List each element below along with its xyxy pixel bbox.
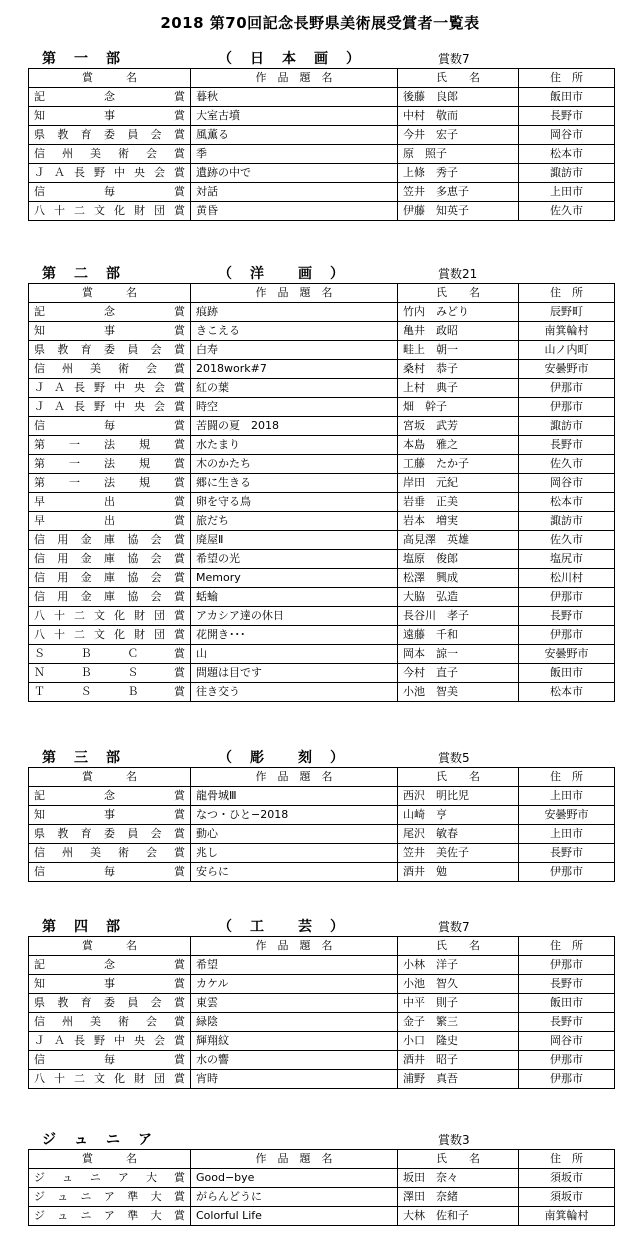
winner-name: 岸田 元紀 [398,474,519,493]
winner-place: 伊那市 [519,956,615,975]
section-dept-1 [28,46,614,221]
winner-name: 遠藤 千和 [398,626,519,645]
section-dept-3 [28,745,614,882]
award-name: 記念賞 [29,787,191,806]
table-row [29,1013,615,1032]
winner-name: 小林 洋子 [398,956,519,975]
table-row [29,956,615,975]
work-title: 水の響 [191,1051,398,1070]
work-title: 龍骨城Ⅲ [191,787,398,806]
table-row [29,1169,615,1188]
winner-place: 須坂市 [519,1169,615,1188]
work-title: 対話 [191,183,398,202]
winner-name: 小口 隆史 [398,1032,519,1051]
winner-place: 岡谷市 [519,474,615,493]
winner-name: 尾沢 敏春 [398,825,519,844]
award-name: 早出賞 [29,493,191,512]
header-work: 作 品 題 名 [191,69,398,88]
award-name: ジュニア準大賞 [29,1207,191,1226]
winner-name: 上條 秀子 [398,164,519,183]
award-name: 信用金庫協会賞 [29,569,191,588]
work-title: 紅の葉 [191,379,398,398]
award-count: 賞数3 [438,1133,470,1147]
category-name: （ 工 芸 ） [218,919,346,935]
department-name: ジ ュ ニ ア [42,1132,154,1148]
table-row [29,683,615,702]
winner-name: 原 照子 [398,145,519,164]
work-title: 木のかたち [191,455,398,474]
award-count: 賞数5 [438,751,470,765]
department-name: 第 二 部 [42,266,122,282]
winner-name: 中村 敬而 [398,107,519,126]
winner-place: 長野市 [519,844,615,863]
award-name: 八十二文化財団賞 [29,1070,191,1089]
header-place: 住 所 [519,1150,615,1169]
header-work: 作 品 題 名 [191,284,398,303]
table-header-row [29,768,615,787]
award-name: 信州美術会賞 [29,145,191,164]
work-title: 遺跡の中で [191,164,398,183]
page-title: 2018 第70回記念長野県美術展受賞者一覧表 [160,14,480,32]
award-name: 第一法規賞 [29,436,191,455]
work-title: アカシア達の休日 [191,607,398,626]
winner-name: 澤田 奈緒 [398,1188,519,1207]
winner-name: 伊藤 知英子 [398,202,519,221]
work-title: 輝翔紋 [191,1032,398,1051]
award-name: 知事賞 [29,806,191,825]
winner-name: 工藤 たか子 [398,455,519,474]
award-name: ＪＡ長野中央会賞 [29,164,191,183]
table-row [29,417,615,436]
header-award: 賞 名 [29,284,191,303]
award-name: 信州美術会賞 [29,1013,191,1032]
header-name: 氏 名 [398,768,519,787]
table-row [29,1188,615,1207]
header-award: 賞 名 [29,768,191,787]
winner-name: 塩原 俊郎 [398,550,519,569]
award-name: 第一法規賞 [29,455,191,474]
winner-place: 松本市 [519,493,615,512]
award-name: ＳＢＣ賞 [29,645,191,664]
award-name: 県教育委員会賞 [29,825,191,844]
header-award: 賞 名 [29,1150,191,1169]
work-title: 東雲 [191,994,398,1013]
awards-table [28,68,615,221]
table-row [29,183,615,202]
table-row [29,787,615,806]
winner-place: 松本市 [519,683,615,702]
winner-place: 松川村 [519,569,615,588]
work-title: 廃屋Ⅱ [191,531,398,550]
award-name: 八十二文化財団賞 [29,607,191,626]
table-row [29,1070,615,1089]
winner-place: 上田市 [519,183,615,202]
table-header-row [29,937,615,956]
department-name: 第 一 部 [42,51,122,67]
winner-name: 酒井 昭子 [398,1051,519,1070]
winner-name: 宮坂 武芳 [398,417,519,436]
winner-place: 辰野町 [519,303,615,322]
winner-name: 桑村 恭子 [398,360,519,379]
work-title: Colorful Life [191,1207,398,1226]
award-count: 賞数7 [438,52,470,66]
winner-name: 岩本 増実 [398,512,519,531]
work-title: 山 [191,645,398,664]
table-row [29,550,615,569]
winner-place: 伊那市 [519,1070,615,1089]
winner-name: 上村 典子 [398,379,519,398]
header-name: 氏 名 [398,937,519,956]
work-title: 暮秋 [191,88,398,107]
winner-name: 亀井 政昭 [398,322,519,341]
table-header-row [29,284,615,303]
winner-place: 伊那市 [519,379,615,398]
winner-place: 松本市 [519,145,615,164]
award-name: 信州美術会賞 [29,360,191,379]
winner-place: 伊那市 [519,1051,615,1070]
work-title: 時空 [191,398,398,417]
winner-place: 佐久市 [519,202,615,221]
award-name: 県教育委員会賞 [29,126,191,145]
winner-place: 長野市 [519,975,615,994]
winner-place: 伊那市 [519,588,615,607]
winner-name: 大脇 弘造 [398,588,519,607]
winner-place: 山ノ内町 [519,341,615,360]
award-name: 早出賞 [29,512,191,531]
winner-place: 佐久市 [519,531,615,550]
award-name: 知事賞 [29,975,191,994]
award-name: ジュニア大賞 [29,1169,191,1188]
winner-name: 大林 佐和子 [398,1207,519,1226]
work-title: 黄昏 [191,202,398,221]
winner-place: 岡谷市 [519,126,615,145]
award-name: 第一法規賞 [29,474,191,493]
winner-name: 岩垂 正美 [398,493,519,512]
section-header [28,914,614,936]
work-title: 問題は目です [191,664,398,683]
work-title: 2018work#7 [191,360,398,379]
work-title: 風薫る [191,126,398,145]
award-name: 信州美術会賞 [29,844,191,863]
winner-name: 長谷川 孝子 [398,607,519,626]
header-award: 賞 名 [29,937,191,956]
table-row [29,493,615,512]
winner-name: 本島 雅之 [398,436,519,455]
winner-name: 畑 幹子 [398,398,519,417]
category-name: （ 日 本 画 ） [218,51,362,67]
work-title: 季 [191,145,398,164]
table-row [29,436,615,455]
winner-name: 後藤 良郎 [398,88,519,107]
winner-name: 畦上 朝一 [398,341,519,360]
table-row [29,360,615,379]
winner-name: 酒井 勉 [398,863,519,882]
table-row [29,569,615,588]
work-title: 白寿 [191,341,398,360]
header-work: 作 品 題 名 [191,768,398,787]
table-row [29,512,615,531]
winner-place: 長野市 [519,436,615,455]
award-name: 記念賞 [29,303,191,322]
winner-name: 岡本 諒一 [398,645,519,664]
award-name: 八十二文化財団賞 [29,202,191,221]
winner-name: 坂田 奈々 [398,1169,519,1188]
award-name: 信毎賞 [29,183,191,202]
header-name: 氏 名 [398,69,519,88]
work-title: 希望の光 [191,550,398,569]
winner-name: 西沢 明比児 [398,787,519,806]
work-title: 水たまり [191,436,398,455]
winner-name: 小池 智久 [398,975,519,994]
table-row [29,863,615,882]
award-name: 信用金庫協会賞 [29,531,191,550]
work-title: 旅だち [191,512,398,531]
category-name: （ 彫 刻 ） [218,750,346,766]
work-title: 緑陰 [191,1013,398,1032]
table-row [29,164,615,183]
table-row [29,341,615,360]
work-title: 卵を守る鳥 [191,493,398,512]
section-header [28,1127,614,1149]
winner-place: 上田市 [519,825,615,844]
table-row [29,588,615,607]
header-work: 作 品 題 名 [191,1150,398,1169]
work-title: Good−bye [191,1169,398,1188]
winner-place: 南箕輪村 [519,322,615,341]
table-row [29,145,615,164]
table-row [29,107,615,126]
work-title: 動心 [191,825,398,844]
department-name: 第 三 部 [42,750,122,766]
winner-place: 長野市 [519,1013,615,1032]
winner-place: 飯田市 [519,664,615,683]
winner-name: 浦野 真吾 [398,1070,519,1089]
work-title: がらんどうに [191,1188,398,1207]
work-title: 大室古墳 [191,107,398,126]
winner-place: 飯田市 [519,994,615,1013]
table-row [29,994,615,1013]
winner-name: 竹内 みどり [398,303,519,322]
award-count: 賞数21 [438,267,478,281]
award-name: 記念賞 [29,88,191,107]
section-dept-4 [28,914,614,1089]
section-header [28,745,614,767]
winner-name: 松澤 興成 [398,569,519,588]
table-row [29,844,615,863]
header-place: 住 所 [519,69,615,88]
winner-place: 諏訪市 [519,164,615,183]
winner-name: 山崎 亨 [398,806,519,825]
winner-place: 岡谷市 [519,1032,615,1051]
award-name: ＪＡ長野中央会賞 [29,379,191,398]
work-title: 兆し [191,844,398,863]
table-row [29,607,615,626]
header-name: 氏 名 [398,1150,519,1169]
award-name: 信毎賞 [29,863,191,882]
award-count: 賞数7 [438,920,470,934]
header-award: 賞 名 [29,69,191,88]
winner-name: 今井 宏子 [398,126,519,145]
work-title: きこえる [191,322,398,341]
department-name: 第 四 部 [42,919,122,935]
work-title: 痕跡 [191,303,398,322]
table-row [29,626,615,645]
winner-place: 安曇野市 [519,645,615,664]
awards-table [28,1149,615,1226]
winner-name: 笠井 多恵子 [398,183,519,202]
table-row [29,975,615,994]
header-work: 作 品 題 名 [191,937,398,956]
table-row [29,379,615,398]
awards-table [28,936,615,1089]
winner-name: 高見澤 英雄 [398,531,519,550]
award-name: 記念賞 [29,956,191,975]
section-header [28,261,614,283]
winner-place: 伊那市 [519,626,615,645]
table-header-row [29,69,615,88]
work-title: 蛞蝓 [191,588,398,607]
winner-name: 今村 直子 [398,664,519,683]
table-row [29,645,615,664]
table-row [29,322,615,341]
award-name: 八十二文化財団賞 [29,626,191,645]
winner-place: 南箕輪村 [519,1207,615,1226]
winner-name: 中平 則子 [398,994,519,1013]
award-name: 信毎賞 [29,417,191,436]
winner-place: 塩尻市 [519,550,615,569]
table-row [29,455,615,474]
award-name: ＮＢＳ賞 [29,664,191,683]
work-title: 希望 [191,956,398,975]
winner-place: 佐久市 [519,455,615,474]
work-title: 安らに [191,863,398,882]
winner-place: 諏訪市 [519,512,615,531]
award-name: ジュニア準大賞 [29,1188,191,1207]
table-row [29,88,615,107]
work-title: 苦闘の夏 2018 [191,417,398,436]
winner-place: 飯田市 [519,88,615,107]
table-header-row [29,1150,615,1169]
winner-place: 伊那市 [519,398,615,417]
winner-place: 安曇野市 [519,806,615,825]
awards-table [28,767,615,882]
winner-place: 伊那市 [519,863,615,882]
header-place: 住 所 [519,284,615,303]
table-row [29,303,615,322]
work-title: 花開き･･･ [191,626,398,645]
award-name: 信用金庫協会賞 [29,550,191,569]
winner-place: 諏訪市 [519,417,615,436]
table-row [29,825,615,844]
work-title: 往き交う [191,683,398,702]
award-name: 信用金庫協会賞 [29,588,191,607]
award-name: 県教育委員会賞 [29,341,191,360]
header-name: 氏 名 [398,284,519,303]
section-header [28,46,614,68]
award-name: 知事賞 [29,322,191,341]
section-junior [28,1127,614,1226]
table-row [29,531,615,550]
work-title: 宵時 [191,1070,398,1089]
table-row [29,126,615,145]
header-place: 住 所 [519,768,615,787]
award-name: 知事賞 [29,107,191,126]
award-name: 信毎賞 [29,1051,191,1070]
table-row [29,474,615,493]
winner-name: 金子 繁三 [398,1013,519,1032]
table-row [29,1207,615,1226]
category-name: （ 洋 画 ） [218,266,346,282]
winner-place: 安曇野市 [519,360,615,379]
award-name: 県教育委員会賞 [29,994,191,1013]
award-name: ＪＡ長野中央会賞 [29,1032,191,1051]
winner-name: 笠井 美佐子 [398,844,519,863]
winner-place: 長野市 [519,607,615,626]
table-row [29,1051,615,1070]
work-title: なつ・ひと−2018 [191,806,398,825]
table-row [29,664,615,683]
winner-place: 長野市 [519,107,615,126]
section-dept-2 [28,261,614,702]
awards-table [28,283,615,702]
table-row [29,806,615,825]
winner-place: 上田市 [519,787,615,806]
table-row [29,202,615,221]
winner-place: 須坂市 [519,1188,615,1207]
header-place: 住 所 [519,937,615,956]
table-row [29,398,615,417]
award-name: ＪＡ長野中央会賞 [29,398,191,417]
work-title: Memory [191,569,398,588]
award-name: ＴＳＢ賞 [29,683,191,702]
work-title: 郷に生きる [191,474,398,493]
table-row [29,1032,615,1051]
work-title: カケル [191,975,398,994]
winner-name: 小池 智美 [398,683,519,702]
